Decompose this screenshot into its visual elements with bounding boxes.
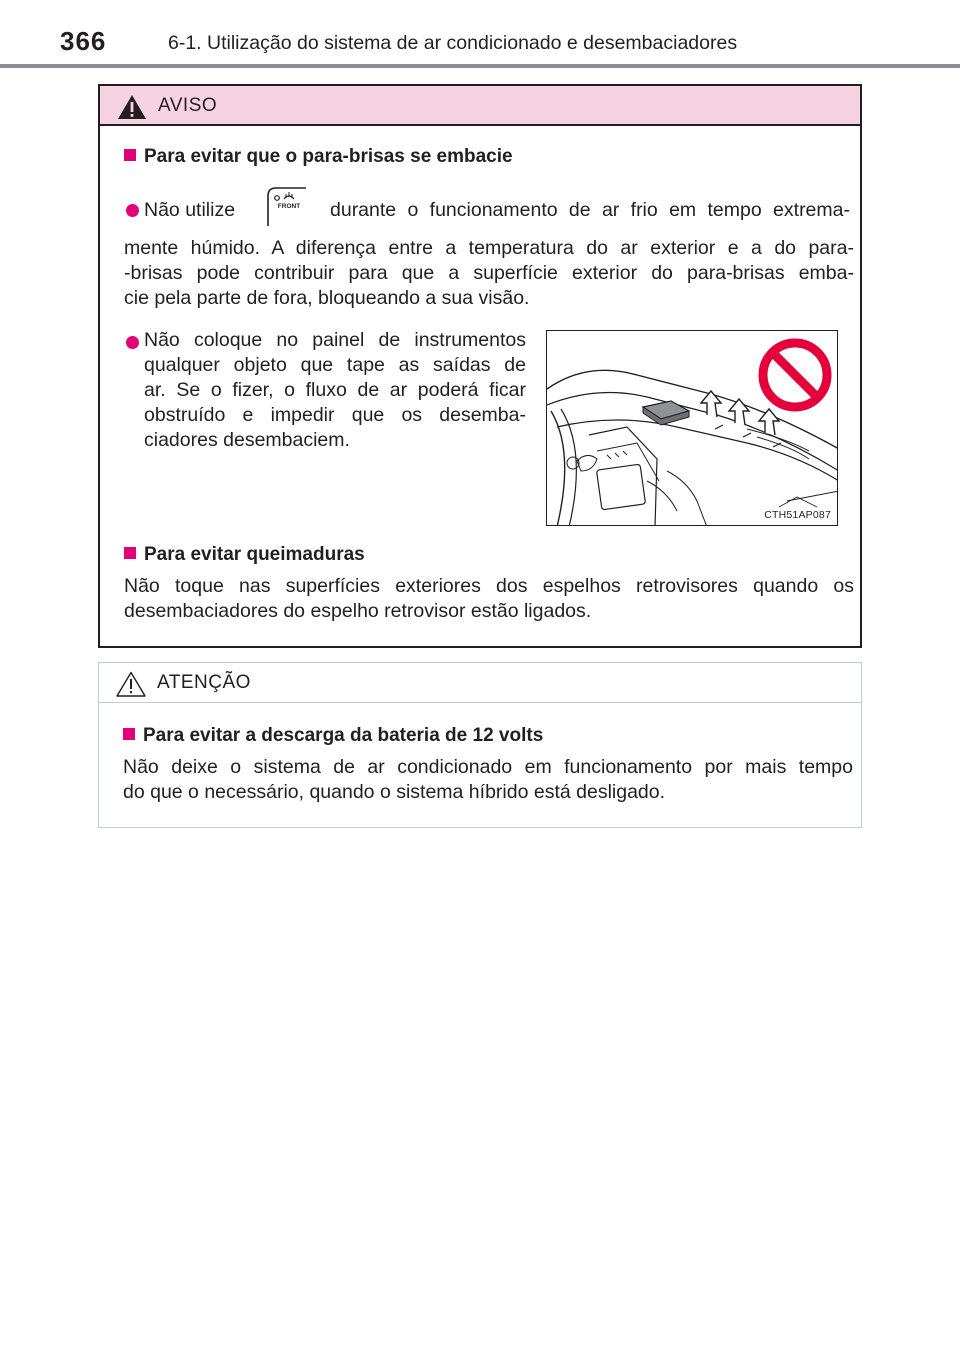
page-number: 366 [60,26,107,56]
bullet2-line3: ar. Se o fizer, o fluxo de ar poderá ficar [144,379,526,401]
dashboard-illustration [546,330,838,526]
section-title-text: Para evitar que o para-brisas se embacie [144,146,513,167]
illustration-code: CTH51AP087 [764,509,831,521]
burns-text [124,574,854,624]
burns-line1: Não toque nas superfícies exteriores dos espelhos retrovisores quando os [124,575,854,597]
warning-section-title-burns [124,544,365,566]
bullet2-line5: ciadores desembaciem. [144,429,350,451]
bullet2-line1: Não coloque no painel de instrumentos [144,329,526,351]
bullet1-line3: -brisas pode contribuir para que a superfície exterior do para-brisas emba- [124,262,854,284]
bullet2-line4: obstruído e impedir que os desemba- [144,404,526,426]
bullet-dot-icon [126,336,139,349]
section-square-icon [124,149,136,161]
warning-box [98,84,862,648]
bullet1-before-icon: Não utilize [144,199,236,221]
bullet1-after-icon [330,198,850,223]
section-square-icon [123,728,135,740]
warning-triangle-icon [116,93,148,121]
front-button-text: FRONT [277,203,301,210]
battery-text [123,755,853,805]
section-title-text: Para evitar queimaduras [144,544,365,565]
caution-triangle-icon [115,670,147,698]
bullet1-line1: durante o funcionamento de ar frio em tempo extrema- [330,199,850,221]
battery-line2: do que o necessário, quando o sistema híbrido está desligado. [123,781,666,803]
caution-section-title-battery [123,725,543,747]
bullet1-line4: cie pela parte de fora, bloqueando a sua visão. [124,287,530,309]
section-square-icon [124,547,136,559]
burns-line2: desembaciadores do espelho retrovisor estão ligados. [124,600,592,622]
caution-label: ATENÇÃO [157,672,251,693]
bullet2-text [144,328,526,453]
battery-line1: Não deixe o sistema de ar condicionado em funcionamento por mais tempo [123,756,853,778]
caution-box [98,662,862,828]
bullet1-line2: mente húmido. A diferença entre a temperatura do ar exterior e a do para- [124,237,854,259]
warning-header [100,86,860,126]
prohibited-sign-icon [763,343,827,407]
section-title-text: Para evitar a descarga da bateria de 12 volts [143,725,544,746]
warning-section-title-fog [124,146,513,168]
header-rule [0,64,960,68]
dashboard-drawing [547,331,838,526]
bullet1-continuation [124,236,854,311]
bullet-dot-icon [126,204,139,217]
page-header-title: 6-1. Utilização do sistema de ar condicionado e desembaciadores [168,32,738,54]
bullet2-line2: qualquer objeto que tape as saídas de [144,354,526,376]
caution-header [99,663,861,703]
front-defroster-button-icon [260,186,306,228]
warning-label: AVISO [158,95,218,116]
